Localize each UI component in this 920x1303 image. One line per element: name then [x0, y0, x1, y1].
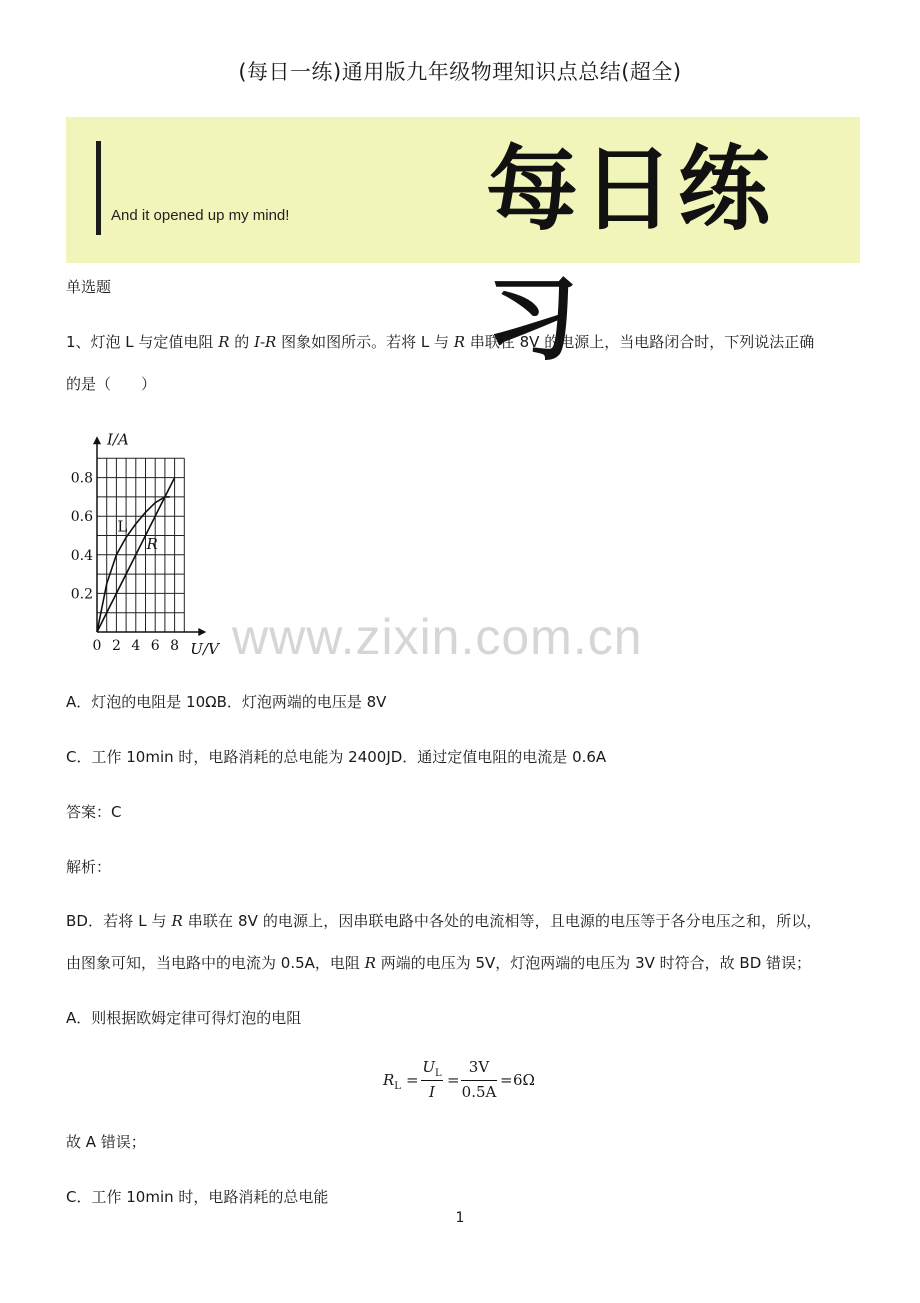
var-ir: I-R — [254, 333, 277, 351]
question-text: 串联在 8V 的电源上，当电路闭合时，下列说法正确 — [465, 333, 815, 351]
y-tick-label: 0.2 — [70, 586, 93, 603]
x-tick-label: 6 — [150, 638, 160, 654]
analysis-line-4: 故 A 错误； — [66, 1133, 146, 1151]
formula-result: 6Ω — [513, 1071, 535, 1089]
formula-symbol: I — [429, 1083, 435, 1101]
question-text: 1、灯泡 L 与定值电阻 — [66, 333, 219, 351]
formula-denominator-1 — [421, 1083, 443, 1101]
equals-sign: = — [500, 1071, 513, 1089]
options-ab: A．灯泡的电阻是 10ΩB．灯泡两端的电压是 8V — [66, 693, 387, 711]
question-text: 图象如图所示。若将 L 与 — [276, 333, 454, 351]
var-r: R — [171, 912, 183, 930]
var-r: R — [453, 333, 466, 351]
banner-bar — [96, 141, 101, 235]
analysis-line-5: C．工作 10min 时，电路消耗的总电能 — [66, 1188, 329, 1206]
equals-sign: = — [447, 1071, 460, 1089]
analysis-label: 解析： — [66, 858, 112, 876]
watermark: www.zixin.com.cn — [232, 609, 643, 665]
question-line-1 — [66, 331, 814, 353]
y-tick-label: 0.6 — [70, 509, 93, 526]
x-tick-label: 2 — [111, 638, 121, 654]
formula-symbol: U — [422, 1058, 435, 1076]
options-cd: C．工作 10min 时，电路消耗的总电能为 2400JD．通过定值电阻的电流是 0.6A — [66, 748, 607, 766]
document-title: (每日一练)通用版九年级物理知识点总结(超全) — [238, 60, 682, 84]
y-tick-label: 0.4 — [70, 547, 93, 564]
analysis-text: 串联在 8V 的电源上，因串联电路中各处的电流相等，且电源的电压等于各分电压之和，所以， — [182, 912, 822, 930]
analysis-line-3: A．则根据欧姆定律可得灯泡的电阻 — [66, 1009, 302, 1027]
fraction-line — [421, 1080, 443, 1081]
x-tick-label: 4 — [131, 638, 141, 654]
x-axis-label: U/V — [190, 640, 219, 658]
question-line-2: 的是（ ） — [66, 375, 157, 393]
analysis-text: BD．若将 L 与 — [66, 912, 172, 930]
analysis-text: 由图象可知，当电路中的电流为 0.5A，电阻 — [66, 954, 365, 972]
var-r: R — [364, 954, 376, 972]
banner-tagline: And it opened up my mind! — [111, 207, 290, 224]
formula-resistance — [383, 1056, 563, 1106]
x-tick-label: 0 — [92, 638, 102, 654]
analysis-line-1 — [66, 910, 822, 932]
formula-numerator-1 — [421, 1058, 443, 1079]
banner-heading: 每日练习 — [486, 136, 775, 373]
x-tick-label: 8 — [170, 638, 180, 654]
series-label-L: L — [117, 517, 128, 536]
page-number: 1 — [455, 1210, 465, 1226]
formula-denominator-2: 0.5A — [461, 1083, 497, 1101]
series-label-R: R — [146, 535, 158, 554]
section-heading: 单选题 — [66, 278, 112, 296]
analysis-text: 两端的电压为 5V，灯泡两端的电压为 3V 时符合，故 BD 错误； — [375, 954, 812, 972]
question-text: 的 — [229, 333, 255, 351]
formula-symbol: R — [383, 1071, 395, 1089]
y-tick-label: 0.8 — [70, 470, 93, 487]
y-axis-label: I/A — [107, 430, 129, 449]
fraction-line — [461, 1080, 497, 1081]
formula-sub: L — [435, 1068, 442, 1079]
answer: 答案：C — [66, 803, 122, 821]
formula-sub: L — [394, 1081, 401, 1092]
var-r: R — [218, 333, 230, 351]
y-axis-arrow — [93, 436, 101, 444]
formula-lhs — [383, 1071, 401, 1092]
x-axis-arrow — [198, 628, 206, 636]
analysis-line-2 — [66, 952, 811, 974]
formula-numerator-2: 3V — [468, 1058, 490, 1076]
equals-sign: = — [406, 1071, 419, 1089]
